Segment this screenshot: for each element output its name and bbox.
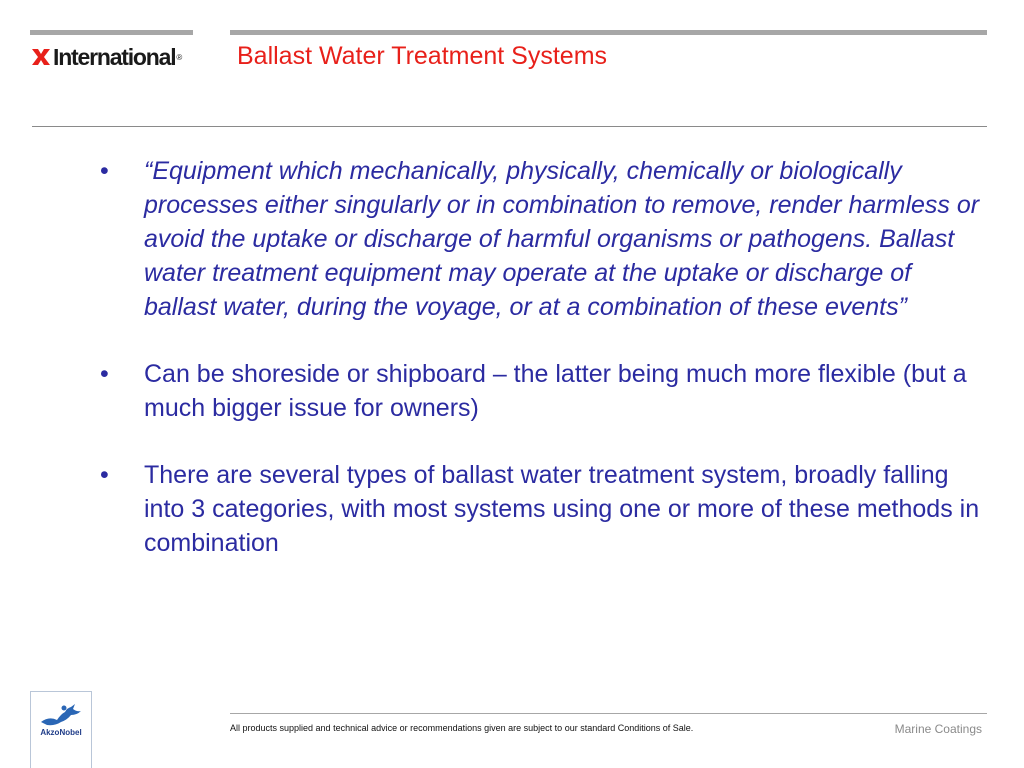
bullet-text-definition: “Equipment which mechanically, physically, chemically or biologically processes either singularly or in combination to remove, render harmless or avoid the uptake or discharge of harmful organisms or pathogens. Ballast water treatment equipment may operate at the uptake or discharge of ballast water, during the voyage, or at a combination of these events”	[144, 157, 980, 321]
bullet-text-types: There are several types of ballast water treatment system, broadly falling into 3 categories, with most systems using one or more of these methods in combination	[144, 461, 980, 557]
title-divider	[32, 126, 987, 127]
bullet-list	[100, 154, 980, 593]
bullet-dot: •	[100, 157, 109, 185]
international-logo	[30, 44, 182, 70]
header-bar-left	[30, 30, 193, 35]
bullet-item	[100, 357, 980, 425]
logo-text: International	[53, 43, 176, 70]
bullet-dot: •	[100, 461, 109, 489]
division-label: Marine Coatings	[894, 722, 982, 736]
bullet-dot: •	[100, 360, 109, 388]
slide-title: Ballast Water Treatment Systems	[237, 42, 608, 70]
legal-notice: All products supplied and technical advice or recommendations given are subject to our standard Conditions of Sale.	[230, 723, 694, 733]
footer-divider	[230, 713, 987, 714]
bullet-text-location: Can be shoreside or shipboard – the latter being much more flexible (but a much bigger issue for owners)	[144, 360, 967, 422]
logo-registered-mark: ®	[176, 52, 183, 62]
akzonobel-figure-icon	[31, 696, 91, 732]
international-x-icon	[30, 46, 52, 68]
akzonobel-logo	[30, 691, 92, 768]
header-bar-right	[230, 30, 987, 35]
akzonobel-label: AkzoNobel	[40, 728, 82, 737]
bullet-item	[100, 154, 980, 324]
bullet-item	[100, 458, 980, 560]
